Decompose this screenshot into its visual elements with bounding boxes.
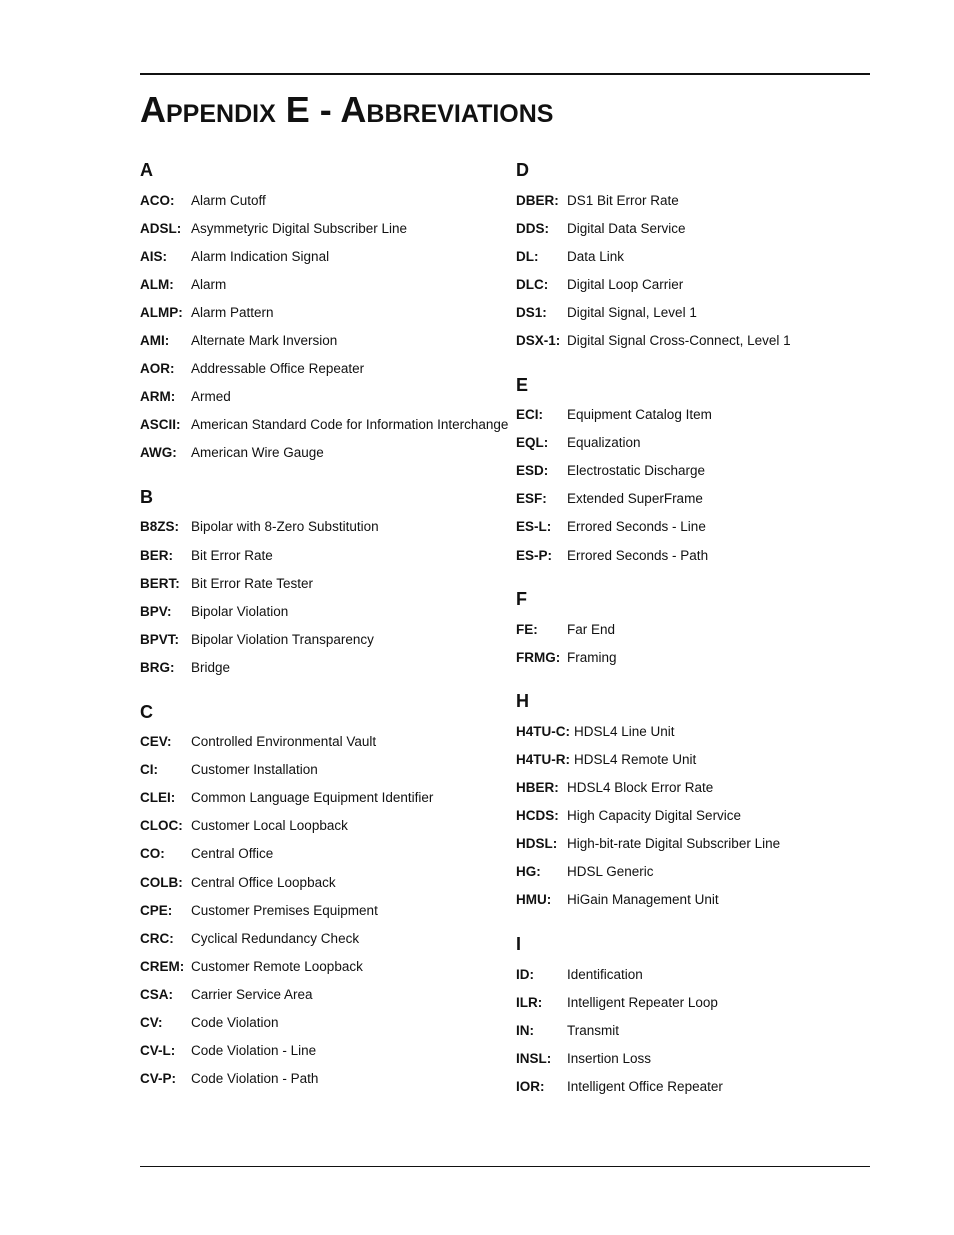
section-c [140, 700, 510, 1093]
abbreviation-entry [140, 840, 510, 868]
abbreviation-definition: Errored Seconds - Line [567, 519, 706, 535]
abbreviation-term: HG: [516, 864, 541, 880]
abbreviation-term: B8ZS: [140, 519, 180, 535]
abbreviation-term: HMU: [516, 892, 552, 908]
section-h [516, 689, 870, 914]
abbreviation-entry [516, 615, 870, 643]
abbreviation-term: BPVT: [140, 631, 180, 647]
abbreviation-definition: Alarm [191, 276, 227, 292]
abbreviation-term: DBER: [516, 192, 559, 208]
abbreviation-entry [140, 411, 510, 439]
section-b [140, 485, 510, 682]
abbreviation-entry [516, 186, 870, 214]
abbreviation-term: CV: [140, 1014, 163, 1030]
abbreviation-term: CO: [140, 846, 165, 862]
abbreviation-entry [140, 924, 510, 952]
abbreviation-term: DLC: [516, 276, 549, 292]
abbreviation-entry [140, 270, 510, 298]
abbreviation-definition: Equalization [567, 435, 641, 451]
abbreviation-definition: American Wire Gauge [191, 445, 324, 461]
abbreviation-entry [140, 569, 510, 597]
abbreviation-term: BPV: [140, 603, 172, 619]
abbreviation-definition: Carrier Service Area [191, 986, 313, 1002]
abbreviation-definition: Extended SuperFrame [567, 491, 703, 507]
abbreviation-definition: Addressable Office Repeater [191, 361, 365, 377]
abbreviation-entry [516, 298, 870, 326]
abbreviation-definition: High Capacity Digital Service [567, 808, 742, 824]
abbreviation-term: IOR: [516, 1078, 545, 1094]
abbreviation-entry [516, 774, 870, 802]
abbreviation-entry [516, 717, 870, 745]
abbreviation-entry [140, 597, 510, 625]
abbreviation-entry [140, 812, 510, 840]
abbreviation-definition: Alarm Cutoff [191, 192, 266, 208]
section-letter: A [140, 160, 153, 180]
abbreviation-definition: DS1 Bit Error Rate [567, 192, 679, 208]
abbreviation-definition: HDSL4 Block Error Rate [567, 780, 714, 796]
abbreviation-term: INSL: [516, 1050, 552, 1066]
abbreviation-entry [516, 401, 870, 429]
abbreviation-definition: Digital Loop Carrier [567, 276, 684, 292]
abbreviation-definition: Controlled Environmental Vault [191, 734, 377, 750]
abbreviation-term: ES-P: [516, 547, 553, 563]
abbreviation-entry [516, 457, 870, 485]
abbreviation-term: HBER: [516, 780, 559, 796]
abbreviation-term: EQL: [516, 435, 549, 451]
abbreviation-term: H4TU-R: [516, 751, 570, 767]
abbreviation-term: AIS: [140, 248, 167, 264]
abbreviation-entry [516, 541, 870, 569]
abbreviation-entry [516, 214, 870, 242]
abbreviation-term: ARM: [140, 389, 176, 405]
abbreviation-term: ADSL: [140, 220, 182, 236]
abbreviation-entry [516, 1044, 870, 1072]
abbreviation-entry [140, 1008, 510, 1036]
abbreviation-entry [140, 242, 510, 270]
abbreviation-definition: Data Link [567, 248, 625, 264]
abbreviation-term: ASCII: [140, 417, 181, 433]
abbreviation-definition: Bipolar with 8-Zero Substitution [191, 519, 379, 535]
abbreviation-entry [140, 439, 510, 467]
abbreviation-definition: Bridge [191, 659, 231, 675]
abbreviation-definition: Alarm Pattern [191, 304, 274, 320]
abbreviation-definition: High-bit-rate Digital Subscriber Line [567, 836, 781, 852]
abbreviation-entry [516, 960, 870, 988]
abbreviation-entry [140, 1037, 510, 1065]
abbreviation-definition: HDSL4 Line Unit [574, 723, 675, 739]
abbreviation-definition: Central Office Loopback [191, 874, 336, 890]
abbreviation-term: AWG: [140, 445, 177, 461]
abbreviation-definition: Transmit [567, 1022, 620, 1038]
abbreviation-term: HCDS: [516, 808, 559, 824]
abbreviation-term: FE: [516, 621, 538, 637]
abbreviation-definition: Code Violation - Path [191, 1071, 319, 1087]
abbreviation-term: CSA: [140, 986, 173, 1002]
abbreviation-definition: Code Violation [191, 1014, 279, 1030]
abbreviation-definition: Identification [567, 966, 643, 982]
top-rule [140, 73, 870, 75]
abbreviation-entry [516, 830, 870, 858]
abbreviation-entry [140, 896, 510, 924]
abbreviation-definition: Alarm Indication Signal [191, 248, 330, 264]
abbreviation-definition: American Standard Code for Information Interchange [191, 417, 509, 433]
abbreviation-entry [516, 1016, 870, 1044]
abbreviation-definition: Framing [567, 649, 617, 665]
abbreviation-entry [140, 326, 510, 354]
abbreviation-definition: Armed [191, 389, 231, 405]
bottom-rule [140, 1166, 870, 1167]
abbreviation-term: CV-L: [140, 1043, 176, 1059]
abbreviation-term: BERT: [140, 575, 180, 591]
abbreviation-entry [140, 980, 510, 1008]
abbreviation-term: CEV: [140, 734, 172, 750]
abbreviation-entry [516, 242, 870, 270]
abbreviation-definition: Alternate Mark Inversion [191, 333, 338, 349]
abbreviation-term: BRG: [140, 659, 175, 675]
abbreviation-term: ACO: [140, 192, 175, 208]
abbreviation-term: ES-L: [516, 519, 552, 535]
abbreviation-entry [140, 625, 510, 653]
abbreviation-entry [516, 988, 870, 1016]
section-letter: D [516, 160, 529, 180]
abbreviation-entry [140, 383, 510, 411]
abbreviation-term: AOR: [140, 361, 175, 377]
abbreviation-term: AMI: [140, 333, 170, 349]
abbreviation-entry [516, 270, 870, 298]
abbreviation-term: COLB: [140, 874, 183, 890]
section-letter: B [140, 486, 153, 507]
abbreviation-entry [516, 802, 870, 830]
section-d [516, 158, 870, 355]
abbreviation-term: IN: [516, 1022, 534, 1038]
abbreviation-definition: Common Language Equipment Identifier [191, 790, 434, 806]
abbreviation-term: ILR: [516, 994, 543, 1010]
abbreviation-entry [140, 1065, 510, 1093]
abbreviation-entry [140, 513, 510, 541]
abbreviation-term: HDSL: [516, 836, 558, 852]
abbreviation-definition: HDSL4 Remote Unit [574, 751, 697, 767]
section-a [140, 158, 510, 467]
abbreviation-definition: Cyclical Redundancy Check [191, 930, 360, 946]
abbreviation-term: CLEI: [140, 790, 176, 806]
abbreviation-entry [516, 326, 870, 354]
abbreviation-term: H4TU-C: [516, 723, 570, 739]
abbreviation-entry [140, 952, 510, 980]
abbreviation-definition: Intelligent Repeater Loop [567, 994, 718, 1010]
abbreviation-term: CRC: [140, 930, 174, 946]
abbreviation-entry [516, 513, 870, 541]
page-title: Appendix E - Abbreviations [140, 89, 554, 130]
abbreviation-definition: Bipolar Violation Transparency [191, 631, 374, 647]
abbreviation-definition: Bipolar Violation [191, 603, 289, 619]
abbreviation-entry [516, 643, 870, 671]
section-letter: E [516, 374, 529, 395]
abbreviation-entry [516, 858, 870, 886]
section-letter: H [516, 691, 529, 712]
abbreviation-definition: Far End [567, 621, 616, 637]
abbreviation-entry [516, 429, 870, 457]
abbreviation-entry [140, 868, 510, 896]
abbreviation-entry [140, 355, 510, 383]
abbreviation-term: ALM: [140, 276, 174, 292]
abbreviation-definition: Customer Remote Loopback [191, 958, 363, 974]
abbreviation-term: ESF: [516, 491, 547, 507]
abbreviation-definition: Customer Local Loopback [191, 818, 348, 834]
section-letter: F [516, 589, 527, 610]
abbreviation-term: DDS: [516, 220, 549, 236]
abbreviation-definition: Bit Error Rate Tester [191, 575, 314, 591]
abbreviation-term: DS1: [516, 304, 547, 320]
abbreviation-entry [140, 728, 510, 756]
abbreviation-term: ID: [516, 966, 534, 982]
abbreviation-entry [140, 214, 510, 242]
abbreviation-definition: Insertion Loss [567, 1050, 652, 1066]
abbreviation-definition: Digital Signal Cross-Connect, Level 1 [567, 333, 791, 349]
abbreviation-term: CPE: [140, 902, 173, 918]
abbreviation-term: CV-P: [140, 1071, 177, 1087]
abbreviation-definition: Bit Error Rate [191, 547, 273, 563]
abbreviation-definition: Electrostatic Discharge [567, 463, 706, 479]
section-f [516, 587, 870, 671]
abbreviation-definition: Digital Signal, Level 1 [567, 304, 697, 320]
abbreviation-entry [516, 745, 870, 773]
abbreviation-entry [140, 298, 510, 326]
abbreviation-definition: Equipment Catalog Item [567, 407, 712, 423]
abbreviation-definition: HDSL Generic [567, 864, 654, 880]
abbreviation-entry [140, 541, 510, 569]
abbreviation-entry [516, 485, 870, 513]
abbreviation-term: ESD: [516, 463, 549, 479]
abbreviation-definition: Customer Premises Equipment [191, 902, 378, 918]
abbreviation-term: FRMG: [516, 649, 561, 665]
abbreviation-entry [140, 186, 510, 214]
right-column [516, 158, 870, 1118]
abbreviation-definition: Digital Data Service [567, 220, 686, 236]
abbreviation-entry [516, 1072, 870, 1100]
abbreviation-term: ECI: [516, 407, 543, 423]
section-letter: C [140, 701, 153, 722]
abbreviation-term: CLOC: [140, 818, 183, 834]
abbreviation-term: CREM: [140, 958, 185, 974]
abbreviation-definition: Central Office [191, 846, 274, 862]
abbreviation-definition: Intelligent Office Repeater [567, 1078, 723, 1094]
section-i [516, 932, 870, 1100]
section-letter: I [516, 933, 522, 954]
section-e [516, 373, 870, 570]
left-column [140, 158, 510, 1111]
abbreviation-definition: HiGain Management Unit [567, 892, 719, 908]
abbreviation-entry [140, 653, 510, 681]
abbreviation-entry [140, 784, 510, 812]
abbreviation-definition: Errored Seconds - Path [567, 547, 709, 563]
abbreviation-term: DSX-1: [516, 333, 561, 349]
abbreviation-term: BER: [140, 547, 173, 563]
abbreviation-definition: Customer Installation [191, 762, 318, 778]
abbreviation-definition: Code Violation - Line [191, 1043, 317, 1059]
abbreviation-definition: Asymmetyric Digital Subscriber Line [191, 220, 408, 236]
abbreviation-term: ALMP: [140, 304, 183, 320]
abbreviation-entry [140, 756, 510, 784]
abbreviation-term: DL: [516, 248, 539, 264]
abbreviation-entry [516, 886, 870, 914]
abbreviation-term: CI: [140, 762, 158, 778]
